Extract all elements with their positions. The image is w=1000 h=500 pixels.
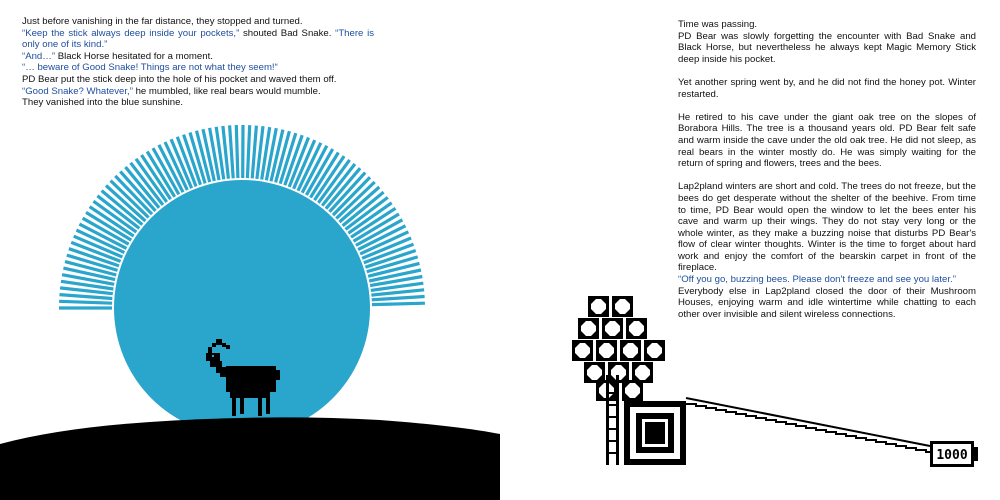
- right-paragraph: [678, 112, 976, 170]
- text-segment: He retired to his cave under the giant oak tree on the slopes of Borabora Hills. The tree is a thousand years old. PD Bear felt safe and warm inside the cave under the old oak tree. He did not sleep, as real bears in the winter mostly do. He was simply waiting for the return of spring and flowers, trees and the bees.: [678, 111, 976, 170]
- pixel-sign: [930, 441, 978, 467]
- sun-ray: [230, 125, 234, 178]
- text-segment: They vanished into the blue sunshine.: [22, 97, 184, 109]
- left-paragraph: [22, 74, 374, 86]
- sun-ray: [372, 297, 425, 300]
- text-segment: PD Bear put the stick deep into the hole of his pocket and waved them off.: [22, 73, 337, 85]
- text-segment: he mumbled, like real bears would mumble.: [132, 85, 321, 97]
- right-page: [500, 0, 1000, 500]
- wireless-connection-line: [686, 404, 936, 454]
- sun-ray: [236, 125, 238, 178]
- text-segment: Yet another spring went by, and he did not find the honey pot. Winter restarted.: [678, 76, 976, 100]
- left-paragraph: [22, 16, 374, 28]
- sun-ray: [60, 295, 113, 299]
- text-segment: Black Horse hesitated for a moment.: [55, 50, 213, 62]
- text-segment: Lap2pland winters are short and cold. The trees do not freeze, but the bees do get desperate without the shelter of the beehive. From time to time, PD Bear would open the window to let the bees enter his cave and warm up their wings. They do not stay very long or the whole winter, as they make a buzzing noise that disturbs PD Bear's flow of clear winter thoughts. Winter is the time to forget about hard work and enjoy the comfort of the bearskin carpet in front of the fireplace.: [678, 181, 976, 274]
- dialogue-segment: “Keep the stick always deep inside your pockets,”: [22, 27, 240, 39]
- left-paragraph: [22, 97, 374, 109]
- sun-ray: [372, 303, 425, 304]
- sun-ray: [247, 125, 249, 178]
- left-paragraph: [22, 28, 374, 51]
- text-segment: PD Bear was slowly forgetting the encounter with Bad Snake and Black Horse, but nevertheless he always kept Magic Memory Stick deep inside his pocket.: [678, 30, 976, 65]
- text-segment: shouted Bad Snake.: [239, 27, 336, 39]
- wireless-connection-line: [686, 398, 930, 446]
- dialogue-segment: “Off you go, buzzing bees. Please don't freeze and see you later.”: [678, 274, 956, 286]
- right-page-text: [678, 19, 976, 320]
- right-paragraph: [678, 19, 976, 31]
- right-paragraph: [678, 286, 976, 321]
- paragraph-spacer: [678, 170, 976, 182]
- dialogue-segment: “… beware of Good Snake! Things are not what they seem!“: [22, 62, 278, 74]
- dialogue-segment: “Good Snake? Whatever,”: [22, 85, 133, 97]
- left-paragraph: [22, 86, 374, 98]
- right-paragraph: [678, 274, 976, 286]
- paragraph-spacer: [678, 65, 976, 77]
- sun-ray: [252, 126, 256, 179]
- black-hill: [0, 417, 500, 500]
- text-segment: Time was passing.: [678, 19, 758, 30]
- sun-ray: [59, 301, 112, 303]
- paragraph-spacer: [678, 100, 976, 112]
- left-paragraph: [22, 51, 374, 63]
- dialogue-segment: “There is only one of its kind.”: [22, 27, 374, 51]
- right-paragraph: [678, 181, 976, 274]
- cave-window: [624, 401, 686, 465]
- text-segment: Everybody else in Lap2pland closed the door of their Mushroom Houses, enjoying warm and idle wintertime while chatting to each other over invisible and silent wireless connections.: [678, 285, 976, 320]
- right-paragraph: [678, 31, 976, 66]
- left-paragraph: [22, 62, 374, 74]
- left-page-text: [22, 16, 374, 109]
- right-paragraph: [678, 77, 976, 100]
- dialogue-segment: “And…”: [22, 50, 56, 62]
- sign-label: 1000: [936, 448, 968, 463]
- text-segment: Just before vanishing in the far distance, they stopped and turned.: [22, 16, 303, 27]
